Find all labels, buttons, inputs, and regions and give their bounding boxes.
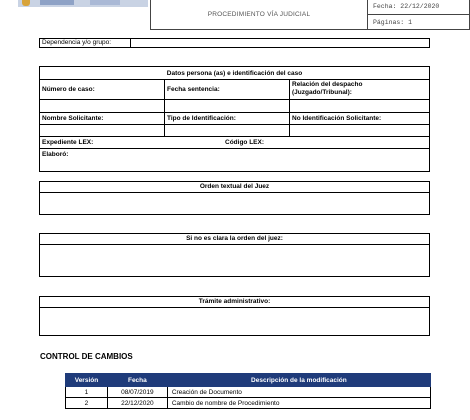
cell-fecha: 08/07/2019	[107, 387, 167, 398]
label-tipo-identificacion: Tipo de Identificación:	[167, 115, 236, 122]
input-expediente-lex[interactable]	[100, 138, 220, 148]
label-expediente-lex: Expediente LEX:	[42, 139, 94, 146]
input-nombre-solicitante[interactable]	[40, 125, 163, 135]
control-cambios-title: CONTROL DE CAMBIOS	[40, 352, 133, 361]
label-fecha-sentencia: Fecha sentencia:	[167, 86, 220, 93]
input-relacion-despacho[interactable]	[290, 112, 429, 123]
cell-version: 1	[66, 387, 108, 398]
document-title: PROCEDIMIENTO VÍA JUDICIAL	[207, 11, 311, 18]
input-tipo-identificacion[interactable]	[165, 125, 288, 135]
header-date: Fecha: 22/12/2020	[368, 0, 469, 15]
label-elaboro: Elaboró:	[42, 151, 69, 158]
column-header-descripcion: Descripción de la modificación	[167, 374, 430, 387]
logo-wordmark	[40, 0, 74, 5]
cell-fecha: 22/12/2020	[107, 398, 167, 409]
label-juzgado-tribunal: (Juzgado/Tribunal):	[292, 89, 352, 96]
cell-descripcion: Creación de Documento	[167, 387, 430, 398]
column-header-fecha: Fecha	[107, 374, 167, 387]
orden-textual-title: Orden textual del Juez	[199, 183, 270, 190]
label-no-identificacion: No Identificación Solicitante:	[292, 115, 382, 122]
dependencia-input[interactable]	[131, 39, 429, 47]
orden-no-clara-input[interactable]	[40, 244, 429, 276]
document-header	[0, 0, 470, 33]
label-nombre-solicitante: Nombre Solicitante:	[42, 115, 104, 122]
input-elaboro[interactable]	[75, 149, 429, 159]
input-numero-caso[interactable]	[40, 112, 163, 123]
orden-no-clara-title: Si no es clara la orden del juez:	[186, 235, 283, 242]
table-header-row	[66, 374, 431, 387]
column-header-version: Versión	[66, 374, 108, 387]
header-title-cell	[150, 0, 368, 30]
logo-wordmark-secondary	[90, 0, 120, 5]
orden-textual-input[interactable]	[40, 192, 429, 214]
cell-version: 2	[66, 398, 108, 409]
input-no-identificacion[interactable]	[290, 125, 429, 135]
label-numero-caso: Número de caso:	[42, 86, 95, 93]
label-relacion-despacho: Relación del despacho	[292, 81, 363, 88]
table-row	[66, 398, 431, 409]
dependencia-label: Dependencia y/o grupo:	[42, 39, 112, 46]
input-codigo-lex[interactable]	[262, 138, 429, 148]
tramite-input[interactable]	[40, 307, 429, 335]
table-row	[66, 387, 431, 398]
control-cambios-table	[65, 373, 431, 409]
coat-of-arms-icon	[22, 0, 30, 6]
institution-logo	[18, 0, 148, 7]
tramite-title: Trámite administrativo:	[198, 298, 271, 305]
label-codigo-lex: Código LEX:	[225, 139, 264, 146]
header-pages: Páginas: 1	[373, 19, 413, 26]
cell-descripcion: Cambio de nombre de Procedimiento	[167, 398, 430, 409]
header-meta-cell	[368, 0, 470, 30]
section-title-datos: Datos persona (as) e identificación del caso	[166, 70, 303, 77]
input-fecha-sentencia[interactable]	[165, 112, 288, 123]
